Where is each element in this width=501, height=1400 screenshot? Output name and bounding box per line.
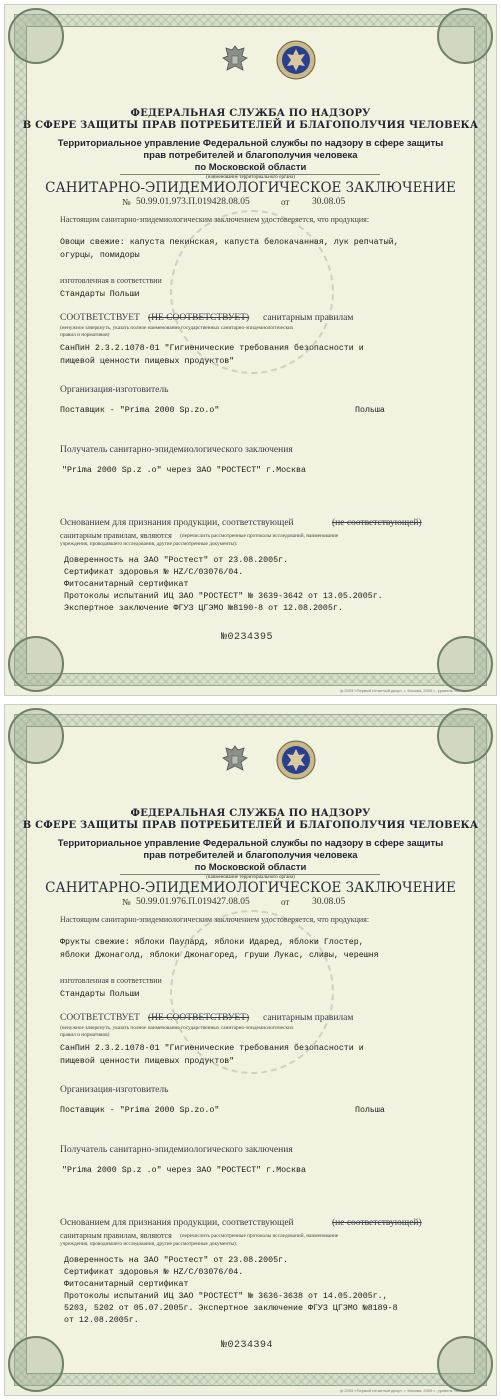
- doc-line-3: Фитосанитарный сертификат: [64, 580, 189, 589]
- made-per-label: изготовленная в соответствии: [60, 976, 162, 985]
- rospotrebnadzor-logo-icon: [276, 740, 316, 780]
- corner-ornament: [8, 1336, 64, 1392]
- doc-line-5: 5203, 5202 от 05.07.2005г. Экспертное заключение ФГУЗ ЦГЭМО №8189-8: [64, 1304, 398, 1313]
- document-title: САНИТАРНО-ЭПИДЕМИОЛОГИЧЕСКОЕ ЗАКЛЮЧЕНИЕ: [45, 880, 456, 896]
- territorial-line-2: прав потребителей и благополучия человека: [143, 850, 358, 861]
- recipient-value: "Prima 2000 Sp.z .o" через ЗАО "РОСТЕСТ" г.Москва: [62, 466, 306, 475]
- sanitary-rules-label: санитарным правилам: [263, 313, 354, 323]
- printer-footer: ф 2005 «Первый печатный двор», г. Москва, 2005 г., уровень «Б»: [340, 688, 461, 693]
- corner-ornament: [437, 8, 493, 64]
- recipient-value: "Prima 2000 Sp.z .o" через ЗАО "РОСТЕСТ" г.Москва: [62, 1166, 306, 1175]
- made-per-value: Стандарты Польши: [60, 990, 140, 999]
- doc-line-2: Сертификат здоровья № HZ/C/03076/04.: [64, 1268, 244, 1277]
- strike-caption-1: (ненужное зачеркнуть, указать полное наименование государственных санитарно-эпидемиологических: [60, 325, 294, 331]
- basis-caption: (перечислить рассмотренные протоколы исследований, наименование: [180, 1233, 339, 1239]
- basis-line-1: Основанием для признания продукции, соответствующей: [60, 1218, 294, 1228]
- recipient-label: Получатель санитарно-эпидемиологического заключения: [60, 445, 293, 455]
- corner-ornament: [437, 708, 493, 764]
- complies-word: СООТВЕТСТВУЕТ: [60, 313, 140, 323]
- maker-value: Поставщик - "Prima 2000 Sp.zo.o": [60, 406, 220, 415]
- corner-ornament: [8, 8, 64, 64]
- maker-country: Польша: [355, 406, 385, 415]
- corner-ornament: [437, 1336, 493, 1392]
- coat-of-arms-icon: [222, 744, 248, 776]
- strike-caption-2: правил и нормативов): [60, 332, 110, 338]
- made-per-value: Стандарты Польши: [60, 290, 140, 299]
- sanpin-line-2: пищевой ценности пищевых продуктов": [60, 1057, 235, 1066]
- recipient-label: Получатель санитарно-эпидемиологического заключения: [60, 1145, 293, 1155]
- product-line-2: огурцы, помидоры: [60, 251, 140, 260]
- rospotrebnadzor-logo-icon: [276, 40, 316, 80]
- basis-line-1: Основанием для признания продукции, соответствующей: [60, 518, 294, 528]
- certificate-date: 30.08.05: [312, 897, 346, 907]
- agency-line-1: ФЕДЕРАЛЬНАЯ СЛУЖБА ПО НАДЗОРУ: [130, 808, 371, 819]
- maker-label: Организация-изготовитель: [60, 385, 169, 395]
- number-prefix: №: [122, 897, 131, 907]
- doc-line-2: Сертификат здоровья № HZ/C/03076/04.: [64, 568, 244, 577]
- made-per-label: изготовленная в соответствии: [60, 276, 162, 285]
- sanpin-line-2: пищевой ценности пищевых продуктов": [60, 357, 235, 366]
- territorial-line-2: прав потребителей и благополучия человека: [143, 150, 358, 161]
- doc-line-4: Протоколы испытаний ИЦ ЗАО "РОСТЕСТ" № 3639-3642 от 13.05.2005г.: [64, 592, 383, 601]
- territorial-line-1: Территориальное управление Федеральной службы по надзору в сфере защиты: [57, 838, 444, 849]
- printer-footer: ф 2005 «Первый печатный двор», г. Москва, 2005 г., уровень «Б»: [340, 1388, 461, 1393]
- doc-line-3: Фитосанитарный сертификат: [64, 1280, 189, 1289]
- serial-number: №0234394: [221, 1340, 274, 1351]
- corner-ornament: [8, 636, 64, 692]
- certificate-number: 50.99.01.976.П.019427.08.05: [136, 897, 250, 907]
- doc-line-1: Доверенность на ЗАО "Ростест" от 23.08.2005г.: [64, 1256, 289, 1265]
- sanitary-rules-label: санитарным правилам: [263, 1013, 354, 1023]
- certificate-number: 50.99.01.973.П.019428.08.05: [136, 197, 250, 207]
- sanpin-line-1: СанПиН 2.3.2.1078-01 "Гигиенические требования безопасности и: [60, 344, 364, 353]
- strike-caption-2: правил и нормативов): [60, 1032, 110, 1038]
- territorial-caption: (наименование территориального органа): [206, 875, 295, 880]
- corner-ornament: [8, 708, 64, 764]
- territorial-caption: (наименование территориального органа): [206, 175, 295, 180]
- doc-line-5: Экспертное заключение ФГУЗ ЦГЭМО №8190-8 от 12.08.2005г.: [64, 604, 343, 613]
- date-prefix: от: [281, 197, 290, 207]
- basis-line-2: санитарным правилам, являются: [60, 1231, 172, 1240]
- agency-line-2: В СФЕРЕ ЗАЩИТЫ ПРАВ ПОТРЕБИТЕЛЕЙ И БЛАГОПОЛУЧИЯ ЧЕЛОВЕКА: [22, 820, 479, 831]
- maker-label: Организация-изготовитель: [60, 1085, 169, 1095]
- territorial-line-3: по Московской области: [194, 162, 307, 173]
- basis-caption: (перечислить рассмотренные протоколы исследований, наименование: [180, 533, 339, 539]
- basis-not-complies: (не соответствующей): [332, 1218, 422, 1228]
- coat-of-arms-icon: [222, 44, 248, 76]
- agency-line-1: ФЕДЕРАЛЬНАЯ СЛУЖБА ПО НАДЗОРУ: [130, 108, 371, 119]
- territorial-line-1: Территориальное управление Федеральной службы по надзору в сфере защиты: [57, 138, 444, 149]
- product-line-2: яблоки Джонаголд, яблоки Джонагоред, груши Лукас, сливы, черешня: [60, 951, 379, 960]
- basis-not-complies: (не соответствующей): [332, 518, 422, 528]
- not-complies-word: (НЕ СООТВЕТСТВУЕТ): [148, 313, 250, 323]
- certificate-date: 30.08.05: [312, 197, 346, 207]
- serial-number: №0234395: [221, 632, 274, 643]
- product-line-1: Фрукты свежие: яблоки Паулард, яблоки Идаред, яблоки Глостер,: [60, 938, 364, 947]
- basis-line-3: учреждения, проводившего исследования, другие рассмотренные документы):: [60, 541, 238, 547]
- strike-caption-1: (ненужное зачеркнуть, указать полное наименование государственных санитарно-эпидемиологических: [60, 1025, 294, 1031]
- maker-country: Польша: [355, 1106, 385, 1115]
- not-complies-word: (НЕ СООТВЕТСТВУЕТ): [148, 1013, 250, 1023]
- certificate-2: [0, 700, 501, 1400]
- intro-text: Настоящим санитарно-эпидемиологическим заключением удостоверяется, что продукция:: [60, 215, 370, 224]
- sanpin-line-1: СанПиН 2.3.2.1078-01 "Гигиенические требования безопасности и: [60, 1044, 364, 1053]
- agency-line-2: В СФЕРЕ ЗАЩИТЫ ПРАВ ПОТРЕБИТЕЛЕЙ И БЛАГОПОЛУЧИЯ ЧЕЛОВЕКА: [22, 120, 479, 131]
- intro-text: Настоящим санитарно-эпидемиологическим заключением удостоверяется, что продукция:: [60, 915, 370, 924]
- complies-word: СООТВЕТСТВУЕТ: [60, 1013, 140, 1023]
- number-prefix: №: [122, 197, 131, 207]
- basis-line-2: санитарным правилам, являются: [60, 531, 172, 540]
- basis-line-3: учреждения, проводившего исследования, другие рассмотренные документы):: [60, 1241, 238, 1247]
- doc-line-1: Доверенность на ЗАО "Ростест" от 23.08.2005г.: [64, 556, 289, 565]
- product-line-1: Овощи свежие: капуста пекинская, капуста белокачанная, лук репчатый,: [60, 238, 399, 247]
- maker-value: Поставщик - "Prima 2000 Sp.zo.o": [60, 1106, 220, 1115]
- territorial-line-3: по Московской области: [194, 862, 307, 873]
- document-title: САНИТАРНО-ЭПИДЕМИОЛОГИЧЕСКОЕ ЗАКЛЮЧЕНИЕ: [45, 180, 456, 196]
- doc-line-6: от 12.08.2005г.: [64, 1316, 139, 1325]
- date-prefix: от: [281, 897, 290, 907]
- doc-line-4: Протоколы испытаний ИЦ ЗАО "РОСТЕСТ" № 3636-3638 от 14.05.2005г.,: [64, 1292, 388, 1301]
- corner-ornament: [437, 636, 493, 692]
